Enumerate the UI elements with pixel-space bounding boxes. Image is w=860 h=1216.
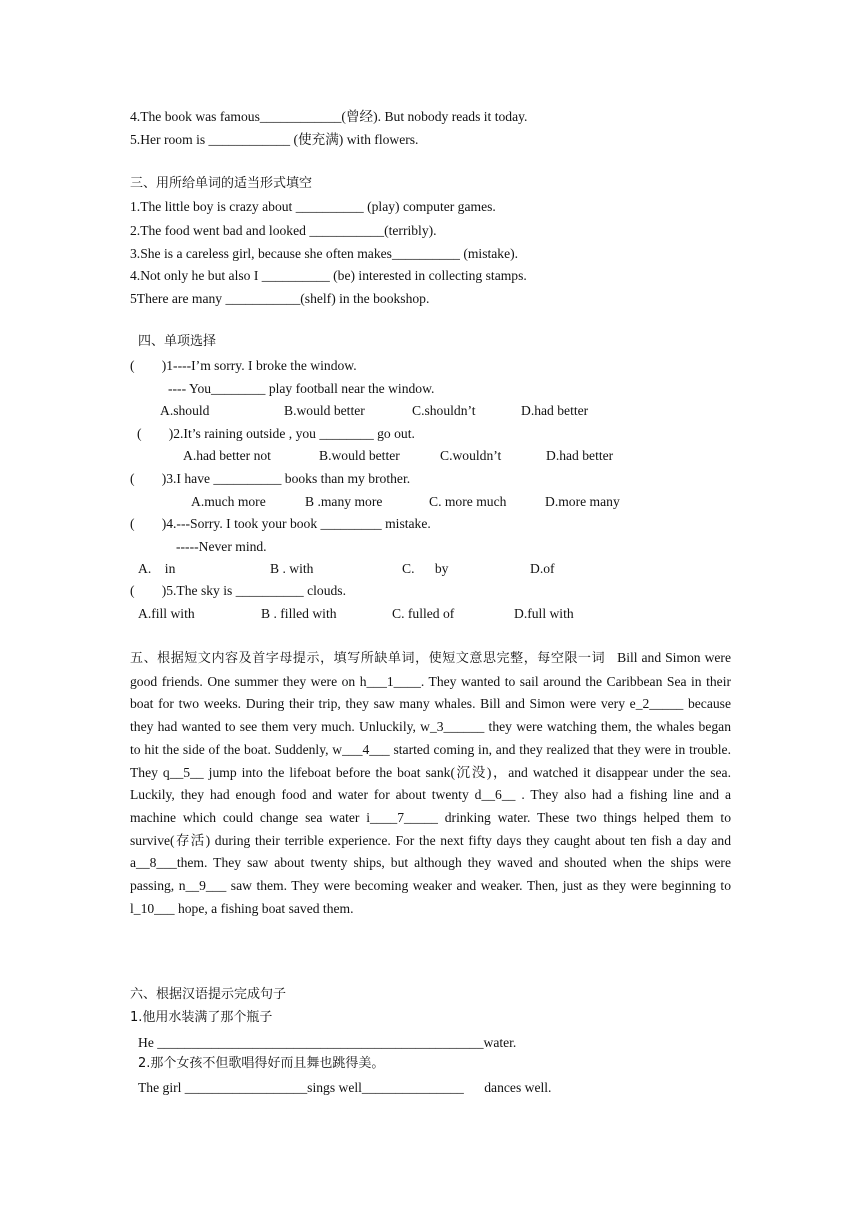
- section4-title: 四、单项选择: [138, 334, 217, 349]
- q5-option-c: C. fulled of: [392, 606, 455, 621]
- section3-item-2: 2.The food went bad and looked ___________(terribly).: [130, 223, 437, 238]
- q3-stem: ( )3.I have __________ books than my brother.: [130, 471, 411, 486]
- q5-option-b: B . filled with: [261, 606, 337, 621]
- q3-option-c: C. more much: [429, 494, 507, 509]
- q4-option-d: D.of: [530, 561, 555, 576]
- q1-option-a: A.should: [160, 403, 210, 418]
- q1-option-d: D.had better: [521, 403, 589, 418]
- q4-option-a: A. in: [138, 561, 176, 576]
- section3-item-1: 1.The little boy is crazy about __________ (play) computer games.: [130, 199, 496, 214]
- section5-passage: [130, 647, 731, 920]
- q3-option-a: A.much more: [191, 494, 266, 509]
- q3-option-b: B .many more: [305, 494, 383, 509]
- section5-text: Bill and Simon were good friends. One summer they were on h___1____. They wanted to sail around the Caribbean Sea in their boat for two weeks. During their trip, they saw many whales. Bill and Simon were very e_2_____ because they had wanted to see them very much. Unluckily, w_3______ they were watching them, the whales began to hit the side of the boat. Suddenly, w___4___ started coming in, and they realized that they were in trouble. They q__5__ jump into the lifeboat before the boat sank(沉没)，and watched it disappear under the sea. Luckily, they had enough food and water for about twenty d__6__ . They also had a fishing line and a machine which could change sea water i____7_____ drinking water. These two things helped them to survive(存活) during their terrible experience. For the next fifty days they caught about ten fish a day and a__8___them. They saw about twenty ships, but although they waved and shouted when the ships were passing, n__9___ saw them. They were becoming weaker and weaker. Then, just as they were beginning to l_10___ hope, a fishing boat saved them.: [130, 650, 731, 916]
- q5-option-a: A.fill with: [138, 606, 195, 621]
- section3-title: 三、用所给单词的适当形式填空: [130, 176, 313, 191]
- section2-item-5: 5.Her room is ____________ (使充满) with flowers.: [130, 132, 419, 147]
- q2-option-a: A.had better not: [183, 448, 271, 463]
- section5-title: 五、根据短文内容及首字母提示，填写所缺单词，使短文意思完整，每空限一词: [130, 651, 606, 666]
- section3-item-4: 4.Not only he but also I __________ (be) interested in collecting stamps.: [130, 268, 527, 283]
- q1-line2: ---- You________ play football near the window.: [168, 381, 435, 396]
- q4-option-c: C. by: [402, 561, 449, 576]
- section6-item-1-answer: He ________________________________________________water.: [138, 1035, 517, 1050]
- section6-item-1-prompt: 1.他用水装满了那个瓶子: [130, 1010, 273, 1025]
- q5-stem: ( )5.The sky is __________ clouds.: [130, 583, 346, 598]
- q4-stem: ( )4.---Sorry. I took your book _________ mistake.: [130, 516, 431, 531]
- section3-item-3: 3.She is a careless girl, because she often makes__________ (mistake).: [130, 246, 519, 261]
- q4-option-b: B . with: [270, 561, 314, 576]
- q2-option-d: D.had better: [546, 448, 614, 463]
- section3-item-5: 5There are many ___________(shelf) in the bookshop.: [130, 291, 430, 306]
- q2-stem: ( )2.It’s raining outside , you ________ go out.: [137, 426, 415, 441]
- section2-item-4: 4.The book was famous____________(曾经). But nobody reads it today.: [130, 109, 528, 124]
- section6-item-2-prompt: 2.那个女孩不但歌唱得好而且舞也跳得美。: [138, 1056, 385, 1071]
- section6-item-2-answer: The girl __________________sings well_______________ dances well.: [138, 1080, 552, 1095]
- q1-option-c: C.shouldn’t: [412, 403, 476, 418]
- q1-stem: ( )1----I’m sorry. I broke the window.: [130, 358, 357, 373]
- q2-option-b: B.would better: [319, 448, 400, 463]
- q2-option-c: C.wouldn’t: [440, 448, 502, 463]
- q5-option-d: D.full with: [514, 606, 574, 621]
- q3-option-d: D.more many: [545, 494, 620, 509]
- q1-option-b: B.would better: [284, 403, 365, 418]
- q4-line2: -----Never mind.: [176, 539, 267, 554]
- section6-title: 六、根据汉语提示完成句子: [130, 987, 287, 1002]
